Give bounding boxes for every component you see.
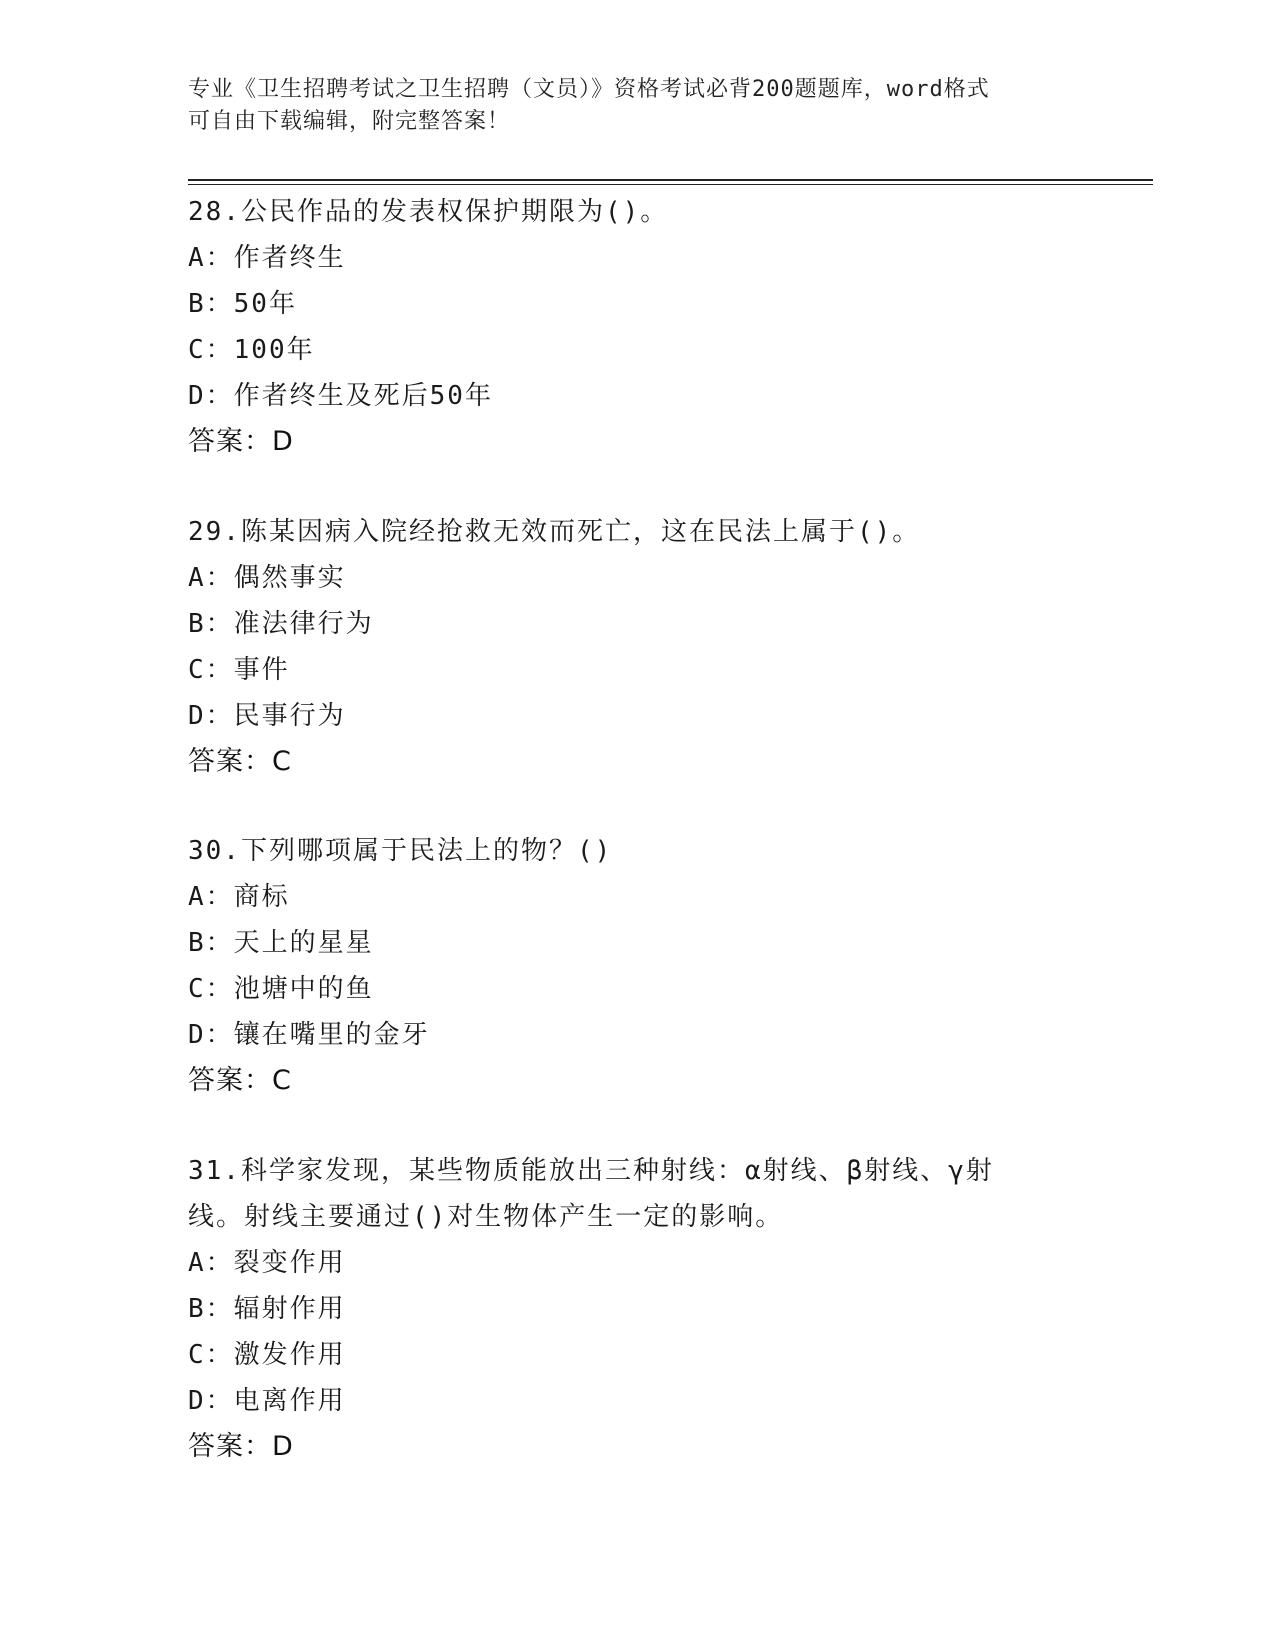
option-c: C：100年 [188, 335, 315, 365]
option-d: D：民事行为 [188, 701, 346, 731]
document-header [188, 74, 1088, 138]
header-divider-thick [188, 179, 1153, 181]
question-stem: 29.陈某因病入院经抢救无效而死亡，这在民法上属于()。 [188, 517, 921, 547]
option-c: C：事件 [188, 655, 290, 685]
answer-line: 答案：C [188, 746, 292, 777]
question-stem: 28.公民作品的发表权保护期限为()。 [188, 197, 669, 227]
question-31 [188, 1148, 1088, 1470]
question-30 [188, 828, 1088, 1104]
option-a: A：偶然事实 [188, 563, 346, 593]
option-c: C：池塘中的鱼 [188, 974, 374, 1004]
option-b: B：辐射作用 [188, 1294, 346, 1324]
option-d: D：镶在嘴里的金牙 [188, 1020, 430, 1050]
header-line-2: 可自由下载编辑，附完整答案！ [188, 109, 511, 134]
question-stem-line-1: 31.科学家发现，某些物质能放出三种射线：α射线、β射线、γ射 [188, 1156, 994, 1186]
option-d: D：作者终生及死后50年 [188, 381, 493, 411]
question-stem-line-2: 线。射线主要通过()对生物体产生一定的影响。 [188, 1202, 784, 1232]
header-line-1: 专业《卫生招聘考试之卫生招聘（文员）》资格考试必背200题题库，word格式 [188, 77, 990, 102]
option-b: B：准法律行为 [188, 609, 374, 639]
answer-line: 答案：D [188, 1431, 294, 1462]
option-d: D：电离作用 [188, 1386, 346, 1416]
option-b: B：天上的星星 [188, 928, 374, 958]
question-stem: 30.下列哪项属于民法上的物？() [188, 836, 613, 866]
option-a: A：裂变作用 [188, 1248, 346, 1278]
option-a: A：作者终生 [188, 243, 346, 273]
header-divider-thin [188, 184, 1153, 185]
option-c: C：激发作用 [188, 1340, 346, 1370]
answer-line: 答案：D [188, 426, 294, 457]
question-29 [188, 509, 1088, 785]
question-28 [188, 189, 1088, 465]
option-a: A：商标 [188, 882, 290, 912]
option-b: B：50年 [188, 289, 297, 319]
answer-line: 答案：C [188, 1065, 292, 1096]
